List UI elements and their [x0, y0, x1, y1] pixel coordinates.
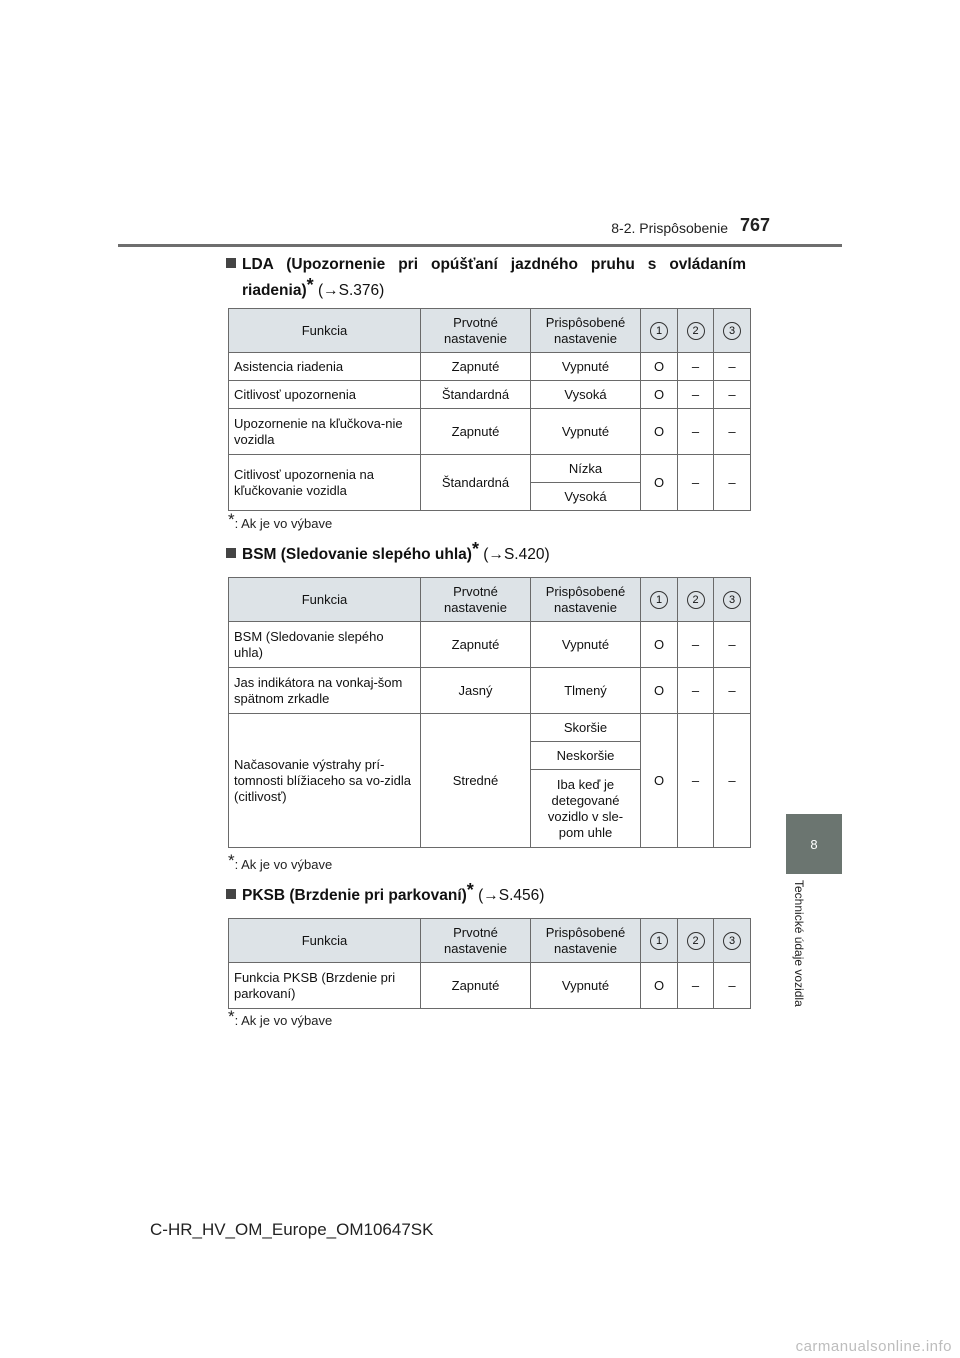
circled-2-icon: 2 — [687, 322, 705, 340]
col-method-2 — [678, 309, 714, 353]
lda-heading — [226, 252, 746, 304]
table-row: BSM (Sledovanie slepého uhla) Zapnuté Vypnuté O – – — [229, 622, 751, 668]
table-row: Asistencia riadenia Zapnuté Vypnuté O – – — [229, 353, 751, 381]
bsm-page-ref[interactable]: (→S.420) — [483, 546, 550, 563]
table-row: Citlivosť upozornenia Štandardná Vysoká O – – — [229, 381, 751, 409]
table-row: Iba keď je detegované vozidlo v sle-pom uhle — [229, 770, 751, 848]
asterisk-mark: * — [466, 880, 474, 900]
table-row: Upozornenie na kľučkova-nie vozidla Zapnuté Vypnuté O – – — [229, 409, 751, 455]
page-number: 767 — [740, 215, 771, 235]
lda-heading-cont: riadenia) — [242, 282, 307, 299]
table-row: Načasovanie výstrahy prí-tomnosti blížiaceho sa vo-zidla (citlivosť) Stredné Skoršie O – – — [229, 714, 751, 742]
header-rule — [118, 244, 842, 247]
col-custom: Prispôsobené nastavenie — [531, 309, 641, 353]
col-method-3 — [714, 309, 751, 353]
lda-heading-text: LDA (Upozornenie pri opúšťaní jazdného pruhu s ovládaním — [242, 256, 746, 273]
bsm-table — [228, 577, 751, 848]
bsm-heading: BSM (Sledovanie slepého uhla)* (→S.420) — [226, 542, 550, 568]
chapter-title: Technické údaje vozidla — [792, 880, 806, 1007]
lda-footnote: *: Ak je vo výbave — [228, 510, 333, 531]
bullet-square-icon — [226, 258, 236, 268]
pksb-page-ref[interactable]: (→S.456) — [478, 887, 545, 904]
circled-1-icon: 1 — [650, 932, 668, 950]
asterisk-mark: * — [306, 275, 314, 295]
circled-2-icon: 2 — [687, 591, 705, 609]
pksb-footnote: *: Ak je vo výbave — [228, 1007, 333, 1028]
asterisk-mark: * — [471, 539, 479, 559]
bullet-square-icon — [226, 548, 236, 558]
pksb-heading: PKSB (Brzdenie pri parkovaní)* (→S.456) — [226, 883, 544, 909]
table-header-row: Funkcia Prvotné nastavenie Prispôsobené nastavenie 1 2 3 — [229, 578, 751, 622]
col-method-1 — [641, 309, 678, 353]
table-row: Neskoršie — [229, 742, 751, 770]
table-row: Vysoká — [229, 483, 751, 511]
circled-3-icon: 3 — [723, 932, 741, 950]
pksb-table — [228, 918, 751, 1009]
bullet-square-icon — [226, 889, 236, 899]
table-header-row: Funkcia Prvotné nastavenie Prispôsobené nastavenie 1 2 3 — [229, 919, 751, 963]
circled-1-icon: 1 — [650, 322, 668, 340]
table-row: Funkcia PKSB (Brzdenie pri parkovaní) Zapnuté Vypnuté O – – — [229, 963, 751, 1009]
chapter-tab: 8 — [786, 814, 842, 874]
col-initial: Prvotné nastavenie — [421, 309, 531, 353]
table-header-row — [229, 309, 751, 353]
document-code: C-HR_HV_OM_Europe_OM10647SK — [150, 1220, 434, 1239]
table-row: Jas indikátora na vonkaj-šom spätnom zrkadle Jasný Tlmený O – – — [229, 668, 751, 714]
circled-2-icon: 2 — [687, 932, 705, 950]
watermark: carmanualsonline.info — [795, 1338, 952, 1355]
bsm-footnote: *: Ak je vo výbave — [228, 851, 333, 872]
table-row: Citlivosť upozornenia na kľučkovanie vozidla Štandardná Nízka O – – — [229, 455, 751, 483]
circled-3-icon: 3 — [723, 322, 741, 340]
circled-3-icon: 3 — [723, 591, 741, 609]
col-function: Funkcia — [229, 309, 421, 353]
section-label: 8-2. Prispôsobenie — [611, 220, 728, 236]
lda-page-ref[interactable]: (→S.376) — [317, 282, 385, 299]
lda-table — [228, 308, 751, 511]
circled-1-icon: 1 — [650, 591, 668, 609]
